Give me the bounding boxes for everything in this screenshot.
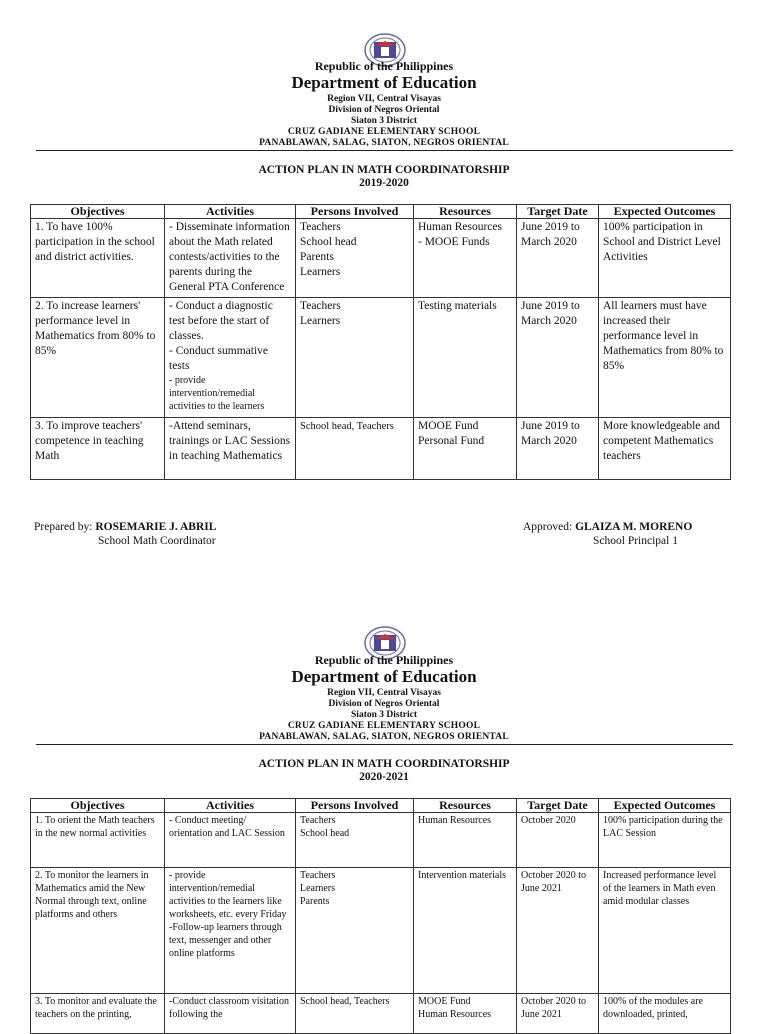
approved-role: School Principal 1 (593, 535, 678, 547)
activity-text: - Disseminate information about the Math related contests/activities to the parents during the General PTA Conference (169, 221, 290, 293)
objective-cell: 1. To have 100% participation in the school and district activities. (31, 219, 165, 298)
objective-cell: 2. To monitor the learners in Mathematics amid the New Normal through text, online platforms and others (31, 868, 165, 994)
target-date-cell: October 2020 (517, 813, 599, 868)
outcome-cell: 100% participation during the LAC Session (599, 813, 731, 868)
activities-cell (165, 813, 296, 868)
resource-text: Human Resources (418, 1009, 492, 1020)
objective-cell: 3. To monitor and evaluate the teachers on the printing, (31, 994, 165, 1034)
objective-cell: 1. To orient the Math teachers in the new normal activities (31, 813, 165, 868)
activity-text: - Conduct a diagnostic test before the start of classes. (169, 300, 273, 342)
plan-year: 2019-2020 (359, 177, 409, 189)
col-activities: Activities (165, 205, 296, 219)
person-text: School head, Teachers (300, 996, 390, 1007)
table-header-row (31, 799, 731, 813)
outcome-cell: More knowledgeable and competent Mathematics teachers (599, 418, 731, 480)
resource-text: Human Resources (418, 815, 492, 826)
approved-name: GLAIZA M. MORENO (575, 521, 693, 533)
activities-cell (165, 868, 296, 994)
col-resources: Resources (414, 799, 517, 813)
plan-year: 2020-2021 (359, 771, 409, 783)
district-text: Siaton 3 District (351, 710, 417, 720)
school-address: PANABLAWAN, SALAG, SIATON, NEGROS ORIENTAL (259, 138, 509, 148)
objective-cell: 2. To increase learners' performance level in Mathematics from 80% to 85% (31, 298, 165, 418)
school-address: PANABLAWAN, SALAG, SIATON, NEGROS ORIENTAL (259, 732, 509, 742)
target-date-cell: October 2020 to June 2021 (517, 868, 599, 994)
activity-text: -Follow-up learners through text, messenger and other online platforms (169, 922, 282, 959)
col-outcomes: Expected Outcomes (599, 799, 731, 813)
objective-cell: 3. To improve teachers' competence in teaching Math (31, 418, 165, 480)
col-persons: Persons Involved (296, 799, 414, 813)
district-text: Siaton 3 District (351, 116, 417, 126)
col-activities: Activities (165, 799, 296, 813)
resources-cell (414, 868, 517, 994)
outcome-cell: Increased performance level of the learners in Math even amid modular classes (599, 868, 731, 994)
outcome-cell: All learners must have increased their performance level in Mathematics from 80% to 85% (599, 298, 731, 418)
activity-text: - provide intervention/remedial activities to the learners (169, 375, 265, 412)
header-rule (36, 744, 733, 745)
person-text: Teachers (300, 870, 336, 881)
table-row (31, 868, 731, 994)
activity-text: -Conduct classroom visitation following the (169, 996, 289, 1020)
col-target-date: Target Date (517, 799, 599, 813)
person-text: Parents (300, 896, 330, 907)
target-date-cell: June 2019 to March 2020 (517, 418, 599, 480)
resource-text: Testing materials (418, 300, 497, 312)
persons-cell (296, 994, 414, 1034)
division-text: Division of Negros Oriental (328, 105, 440, 115)
activity-text: -Attend seminars, trainings or LAC Sessions in teaching Mathematics (169, 420, 291, 462)
department-heading: Department of Education (291, 73, 477, 92)
col-target-date: Target Date (517, 205, 599, 219)
department-heading: Department of Education (291, 667, 477, 686)
activity-text: - provide intervention/remedial activities to the learners like worksheets, etc. every Friday (169, 870, 287, 920)
person-text: School head, Teachers (300, 421, 394, 432)
table-row (31, 994, 731, 1034)
resource-text: MOOE Fund (418, 420, 479, 432)
target-date-cell: October 2020 to June 2021 (517, 994, 599, 1034)
person-text: Parents (300, 251, 334, 263)
col-objectives: Objectives (31, 799, 165, 813)
resource-text: Personal Fund (418, 435, 485, 447)
resource-text: MOOE Fund (418, 996, 471, 1007)
person-text: School head (300, 236, 357, 248)
republic-heading: Republic of the Philippines (314, 653, 454, 667)
activity-text: - Conduct meeting/ orientation and LAC Session (169, 815, 285, 839)
resources-cell (414, 813, 517, 868)
resource-text: - MOOE Funds (418, 236, 490, 248)
activity-text: - Conduct summative tests (169, 345, 269, 372)
target-date-cell: June 2019 to March 2020 (517, 298, 599, 418)
table-row (31, 813, 731, 868)
person-text: Teachers (300, 300, 341, 312)
resources-cell (414, 994, 517, 1034)
persons-cell (296, 813, 414, 868)
person-text: Teachers (300, 815, 336, 826)
person-text: Learners (300, 315, 341, 327)
plan-title: ACTION PLAN IN MATH COORDINATORSHIP (258, 164, 510, 176)
col-resources: Resources (414, 205, 517, 219)
division-text: Division of Negros Oriental (328, 699, 440, 709)
resource-text: Human Resources (418, 221, 502, 233)
region-text: Region VII, Central Visayas (327, 688, 441, 698)
approved-label: Approved: (523, 521, 573, 533)
prepared-name: ROSEMARIE J. ABRIL (95, 521, 217, 533)
region-text: Region VII, Central Visayas (327, 94, 441, 104)
col-persons: Persons Involved (296, 205, 414, 219)
person-text: School head (300, 828, 350, 839)
activities-cell (165, 994, 296, 1034)
school-name: CRUZ GADIANE ELEMENTARY SCHOOL (287, 127, 481, 137)
person-text: Learners (300, 883, 335, 894)
resource-text: Intervention materials (418, 870, 507, 881)
prepared-role: School Math Coordinator (98, 535, 216, 547)
person-text: Teachers (300, 221, 341, 233)
col-objectives: Objectives (31, 205, 165, 219)
plan-title: ACTION PLAN IN MATH COORDINATORSHIP (258, 758, 510, 770)
persons-cell (296, 868, 414, 994)
school-name: CRUZ GADIANE ELEMENTARY SCHOOL (287, 721, 481, 731)
prepared-label: Prepared by: (34, 521, 93, 533)
outcome-cell: 100% participation in School and District Level Activities (599, 219, 731, 298)
col-outcomes: Expected Outcomes (599, 205, 731, 219)
person-text: Learners (300, 266, 341, 278)
target-date-cell: June 2019 to March 2020 (517, 219, 599, 298)
outcome-cell: 100% of the modules are downloaded, printed, (599, 994, 731, 1034)
republic-heading: Republic of the Philippines (314, 59, 454, 73)
action-plan-table-2020 (30, 798, 731, 1034)
